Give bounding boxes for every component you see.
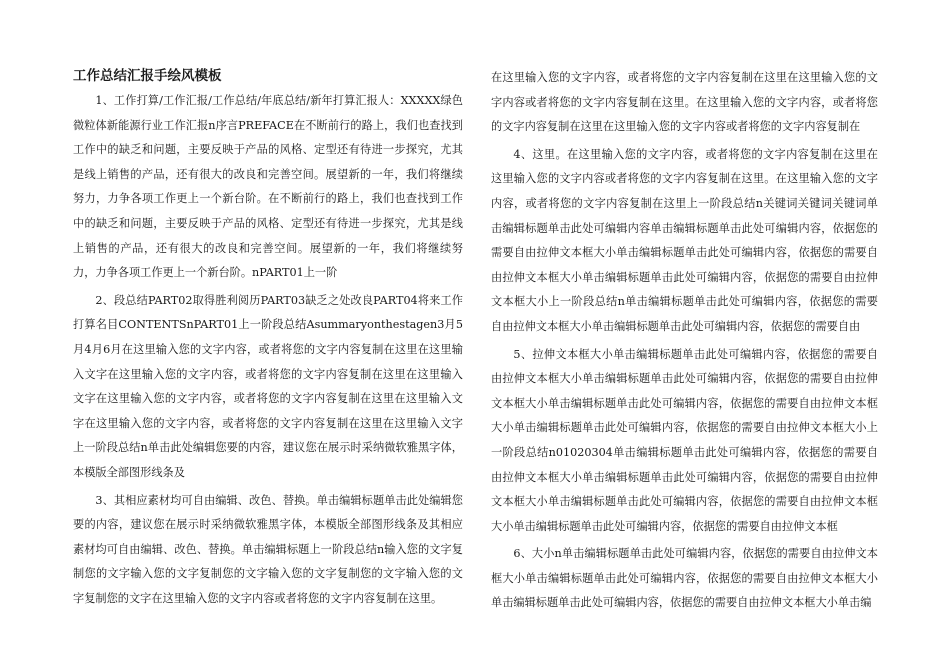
left-column [73,66,463,614]
paragraph-3: 3、其相应素材均可自由编辑、改色、替换。单击编辑标题单击此处编辑您要的内容，建议您在展示时采纳微软雅黑字体，本模版全部图形线条及其相应素材均可自由编辑、改色、替换。单击编辑标题上一阶段总结n输入您的文字复制您的文字输入您的文字复制您的文字输入您的文字复制您的文字输入您的文字复制您的文字在这里输入您的文字内容或者将您的文字内容复制在这里。 [73,493,463,605]
document-title: 工作总结汇报手绘风模板 [73,68,222,84]
paragraph-4: 4、这里。在这里输入您的文字内容，或者将您的文字内容复制在这里在这里输入您的文字内容或者将您的文字内容复制在这里。在这里输入您的文字内容，或者将您的文字内容复制在这里上一阶段总结n关键词关键词关键词单击编辑标题单击此处可编辑内容单击编辑标题单击此处可编辑内容，依据您的需要自由拉伸文本框大小单击编辑标题单击此处可编辑内容，依据您的需要自由拉伸文本框大小单击编辑标题单击此处可编辑内容，依据您的需要自由拉伸文本框大小上一阶段总结n单击编辑标题单击此处可编辑内容，依据您的需要自由拉伸文本框大小单击编辑标题单击此处可编辑内容，依据您的需要自由 [491,147,878,333]
paragraph-1: 1、工作打算/工作汇报/工作总结/年底总结/新年打算汇报人：XXXXX绿色微粒体新能源行业工作汇报n序言PREFACE在不断前行的路上，我们也查找到工作中的缺乏和问题，主要反映于产品的风格、定型还有待进一步探究，尤其是线上销售的产品，还有很大的改良和完善空间。展望新的一年，我们将继续努力，力争各项工作更上一个新台阶。在不断前行的路上，我们也查找到工作中的缺乏和问题，主要反映于产品的风格、定型还有待进一步探究，尤其是线上销售的产品，还有很大的改良和完善空间。展望新的一年，我们将继续努力，力争各项工作更上一个新台阶。nPART01上一阶 [73,94,463,280]
paragraph-5: 5、拉伸文本框大小单击编辑标题单击此处可编辑内容，依据您的需要自由拉伸文本框大小单击编辑标题单击此处可编辑内容，依据您的需要自由拉伸文本框大小单击编辑标题单击此处可编辑内容，依据您的需要自由拉伸文本框大小单击编辑标题单击此处可编辑内容，依据您的需要自由拉伸文本框大小上一阶段总结n01020304单击编辑标题单击此处可编辑内容，依据您的需要自由拉伸文本框大小单击编辑标题单击此处可编辑内容，依据您的需要自由拉伸文本框大小单击编辑标题单击此处可编辑内容，依据您的需要自由拉伸文本框大小单击编辑标题单击此处可编辑内容，依据您的需要自由拉伸文本框 [491,347,878,533]
right-column [491,66,878,619]
paragraph-continued: 在这里输入您的文字内容，或者将您的文字内容复制在这里在这里输入您的文字内容或者将您的文字内容复制在这里。在这里输入您的文字内容，或者将您的文字内容复制在这里在这里输入您的文字内容或者将您的文字内容复制在 [491,71,878,134]
paragraph-6: 6、大小n单击编辑标题单击此处可编辑内容，依据您的需要自由拉伸文本框大小单击编辑标题单击此处可编辑内容，依据您的需要自由拉伸文本框大小单击编辑标题单击此处可编辑内容，依据您的需要自由拉伸文本框大小单击编 [491,547,878,610]
paragraph-2: 2、段总结PART02取得胜利阅历PART03缺乏之处改良PART04将来工作打算名目CONTENTSnPART01上一阶段总结Asummaryonthestagen3月5月4月6月在这里输入您的文字内容，或者将您的文字内容复制在这里在这里输入文字在这里输入您的文字内容，或者将您的文字内容复制在这里在这里输入文字在这里输入您的文字内容，或者将您的文字内容复制在这里在这里输入文字在这里输入您的文字内容，或者将您的文字内容复制在这里在这里输入文字上一阶段总结n单击此处编辑您要的内容，建议您在展示时采纳微软雅黑字体，本模版全部图形线条及 [73,293,463,479]
